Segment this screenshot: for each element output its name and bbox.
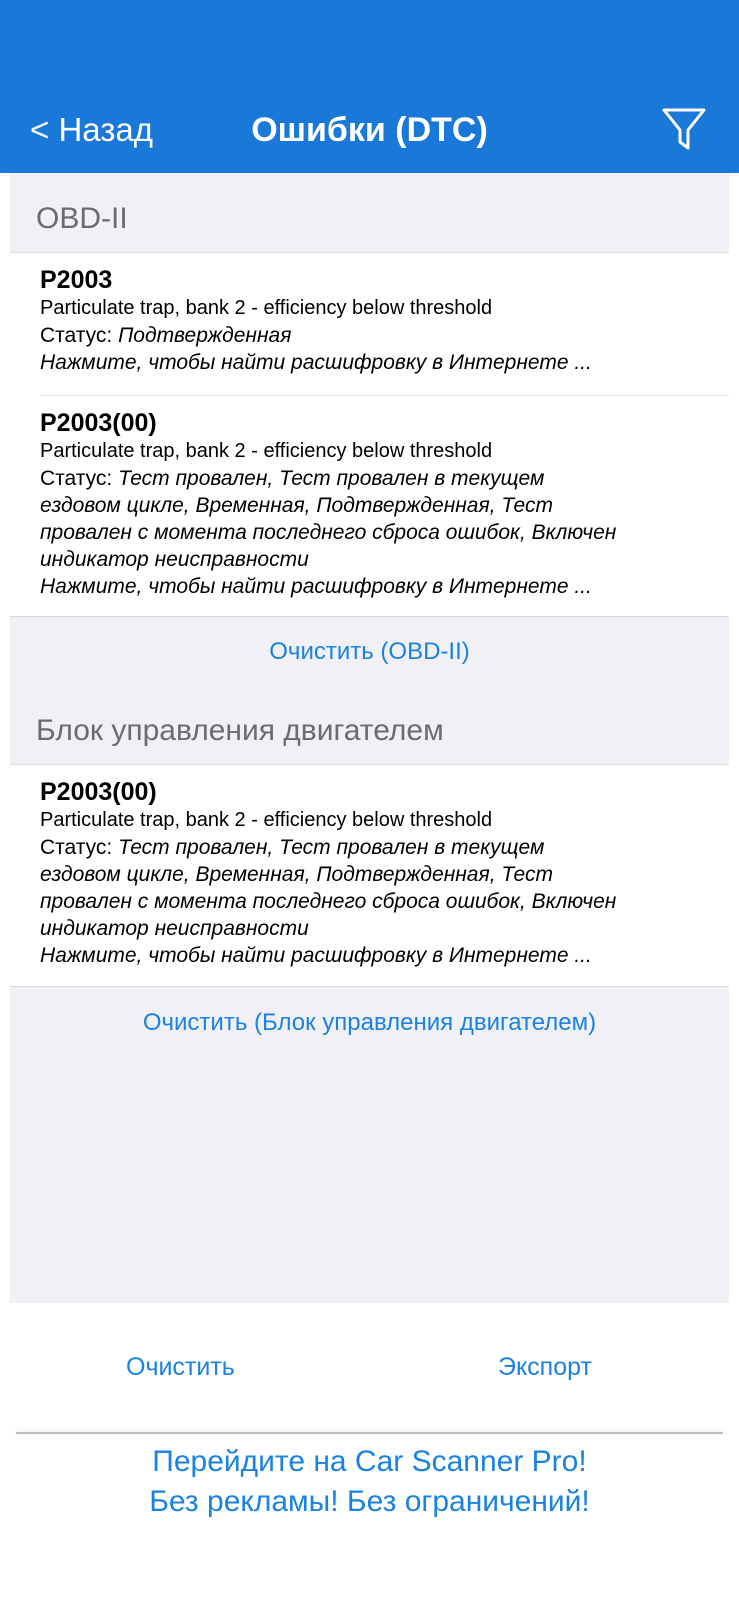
promo-line-2: Без рекламы! Без ограничений! [149, 1485, 590, 1518]
dtc-item-p2003-00[interactable] [40, 395, 729, 615]
dtc-description: Particulate trap, bank 2 - efficiency below threshold [40, 297, 493, 319]
dtc-status-label: Статус: [40, 836, 113, 859]
dtc-status [40, 322, 630, 349]
export-button[interactable]: Экспорт [498, 1353, 592, 1381]
dtc-description: Particulate trap, bank 2 - efficiency below threshold [40, 440, 493, 462]
dtc-status [40, 465, 630, 573]
section-header-obd2 [10, 173, 729, 253]
section-obd2-list [10, 253, 729, 617]
section-engine-list [10, 765, 729, 987]
promo-line-1: Перейдите на Car Scanner Pro! [152, 1445, 587, 1478]
dtc-search-hint: Нажмите, чтобы найти расшифровку в Интернете ... [40, 944, 592, 967]
section-title: OBD-II [36, 202, 128, 235]
dtc-list [10, 173, 729, 1303]
dtc-code: P2003 [40, 266, 113, 294]
dtc-status [40, 834, 630, 942]
bottom-toolbar [0, 1303, 739, 1433]
dtc-item-p2003-00-engine[interactable] [40, 765, 729, 985]
pro-upgrade-banner[interactable] [0, 1442, 739, 1522]
section-title: Блок управления двигателем [36, 714, 444, 747]
back-button[interactable]: < Назад [30, 111, 153, 148]
dtc-description: Particulate trap, bank 2 - efficiency below threshold [40, 809, 493, 831]
dtc-search-hint: Нажмите, чтобы найти расшифровку в Интернете ... [40, 351, 592, 374]
dtc-status-value: Тест провален, Тест провален в текущем ездовом цикле, Временная, Подтвержденная, Тест провален с момента последнего сброса ошибок, Включен индикатор неисправности [40, 467, 617, 571]
clear-all-button[interactable]: Очистить [126, 1353, 235, 1381]
dtc-code: P2003(00) [40, 778, 157, 806]
divider [16, 1432, 723, 1434]
section-header-engine [10, 685, 729, 765]
dtc-search-hint: Нажмите, чтобы найти расшифровку в Интернете ... [40, 575, 592, 598]
page-title: Ошибки (DTC) [251, 111, 488, 149]
dtc-code: P2003(00) [40, 409, 157, 437]
dtc-status-value: Тест провален, Тест провален в текущем ездовом цикле, Временная, Подтвержденная, Тест провален с момента последнего сброса ошибок, Включен индикатор неисправности [40, 836, 617, 940]
navigation-bar [0, 0, 739, 173]
dtc-item-p2003[interactable] [40, 253, 729, 393]
clear-obd2-button[interactable]: Очистить (OBD-II) [269, 638, 470, 665]
dtc-status-value: Подтвержденная [118, 324, 292, 347]
dtc-status-label: Статус: [40, 324, 113, 347]
filter-icon[interactable] [660, 104, 708, 154]
clear-engine-button[interactable]: Очистить (Блок управления двигателем) [142, 1009, 597, 1036]
dtc-status-label: Статус: [40, 467, 113, 490]
